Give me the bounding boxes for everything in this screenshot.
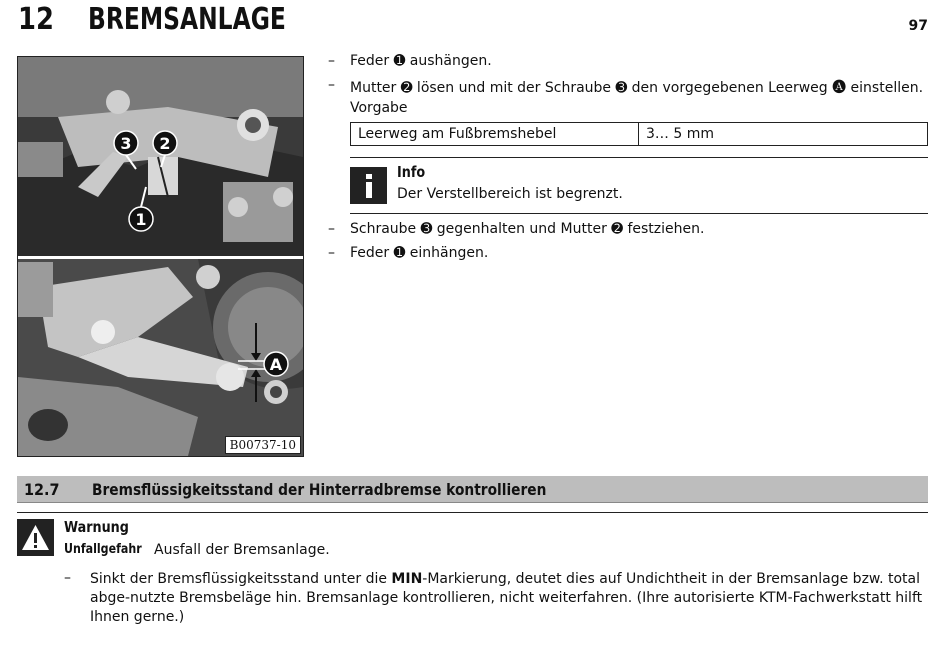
warning-text: Ausfall der Bremsanlage. <box>154 542 330 558</box>
step-text: Feder ➊ einhängen. <box>350 245 489 261</box>
info-icon <box>350 167 387 204</box>
warning-label: Unfallgefahr <box>64 542 142 557</box>
warning-divider <box>17 512 928 513</box>
section-title: Bremsflüssigkeitsstand der Hinterradbremse kontrollieren <box>92 480 547 499</box>
table-row <box>351 123 928 146</box>
svg-text:A: A <box>269 355 283 374</box>
figure-illustration <box>18 57 303 456</box>
step-dash: – <box>328 53 335 69</box>
info-divider-bottom <box>350 213 928 214</box>
warning-icon <box>17 519 54 556</box>
step-dash: – <box>328 245 335 261</box>
step-text: Mutter ➋ lösen und mit der Schraube ➌ den vorgegebenen Leerweg 🅐 einstellen. <box>350 80 924 96</box>
step-text: Feder ➊ aushängen. <box>350 53 492 69</box>
warning-bullet-pre: Sinkt der Bremsflüssigkeitsstand unter die <box>90 571 392 587</box>
warning-bullet-post: -Markierung, deutet dies auf Undichtheit in der Bremsanlage bzw. total abge-nutzte Bremsbeläge hin. Bremsanlage kontrollieren, nicht weiterfahren. (Ihre autorisierte KTM-Fachwerkstatt hilft Ihnen gerne.) <box>90 571 923 625</box>
specification-label: Vorgabe <box>350 100 408 116</box>
svg-text:2: 2 <box>159 134 171 153</box>
brake-pedal-figure <box>17 56 304 457</box>
step-dash: – <box>328 77 335 93</box>
chapter-title: BREMSANLAGE <box>88 2 286 37</box>
info-divider-top <box>350 157 928 158</box>
svg-text:3: 3 <box>120 134 132 153</box>
step-text: Schraube ➌ gegenhalten und Mutter ➋ festziehen. <box>350 221 705 237</box>
spec-parameter: Leerweg am Fußbremshebel <box>351 123 639 146</box>
warning-title: Warnung <box>64 518 129 536</box>
info-title: Info <box>397 163 426 181</box>
warning-bullet-min: MIN <box>391 571 423 587</box>
step-dash: – <box>328 221 335 237</box>
page-number: 97 <box>908 18 928 34</box>
svg-text:1: 1 <box>135 210 147 229</box>
warning-bullet-text <box>90 570 935 627</box>
info-text: Der Verstellbereich ist begrenzt. <box>397 186 623 202</box>
spec-value: 3… 5 mm <box>639 123 928 146</box>
specification-table <box>350 122 928 146</box>
warning-bullet-dash: – <box>64 570 71 586</box>
section-number: 12.7 <box>24 480 60 499</box>
chapter-number: 12 <box>18 2 54 37</box>
figure-label: B00737-10 <box>225 436 301 454</box>
